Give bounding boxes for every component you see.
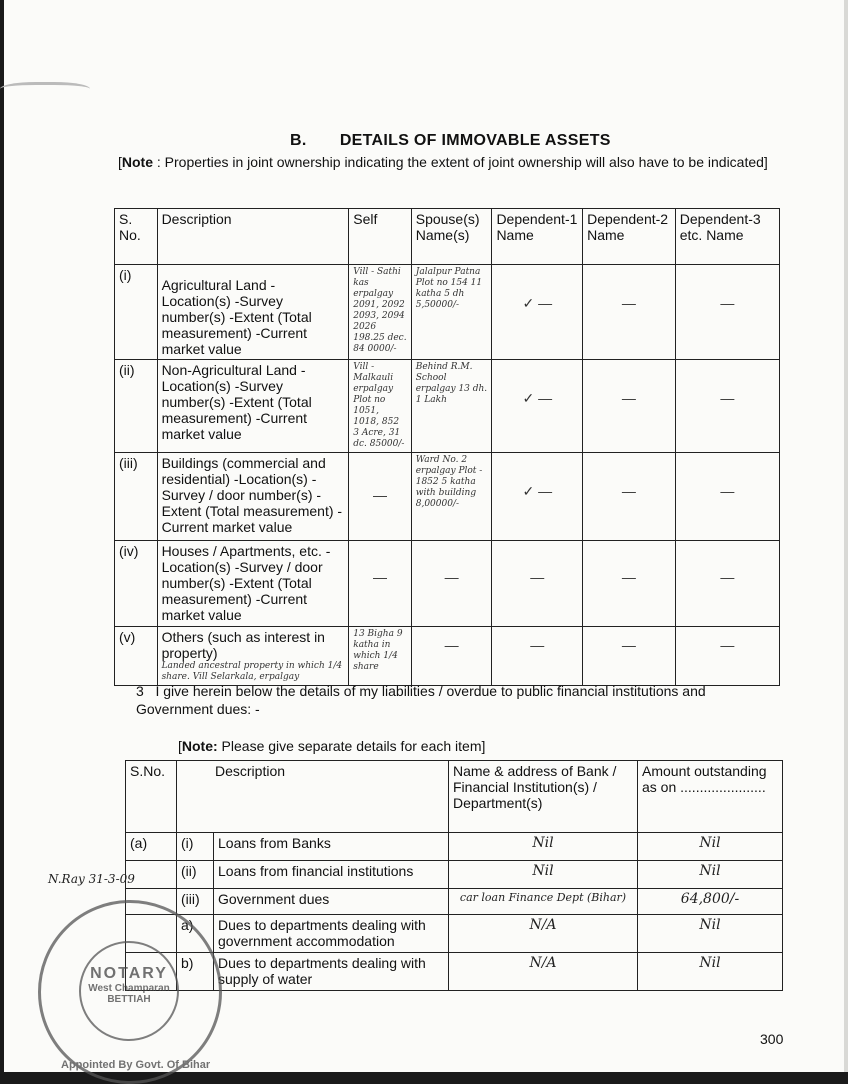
row-description: Houses / Apartments, etc. -Location(s) -Survey / door number(s) -Extent (Total measurement) -Current market value	[157, 541, 349, 627]
row-sub: (ii)	[177, 861, 214, 889]
row-bank: N/A	[449, 953, 638, 991]
table-row	[115, 360, 780, 453]
row-dependent-2: —	[583, 541, 676, 627]
row-amount: Nil	[638, 861, 783, 889]
row-self-value: —	[349, 541, 412, 627]
row-description: Loans from Banks	[214, 833, 449, 861]
row-bank: Nil	[449, 833, 638, 861]
table-row	[115, 541, 780, 627]
row-sno: (ii)	[115, 360, 158, 453]
notary-stamp-inner	[79, 941, 179, 1041]
row-bank: N/A	[449, 915, 638, 953]
header-bank: Name & address of Bank / Financial Institution(s) / Department(s)	[449, 761, 638, 833]
row-description: Others (such as interest in property)	[161, 629, 325, 661]
table-row	[126, 953, 783, 991]
row-description: Non-Agricultural Land - Location(s) -Survey number(s) -Extent (Total measurement) -Current market value	[157, 360, 349, 453]
row-description: Government dues	[214, 889, 449, 915]
row-sub: (iii)	[177, 889, 214, 915]
row-sub: a)	[177, 915, 214, 953]
row-dependent-3: —	[675, 453, 779, 541]
row-self-value: Vill - Sathi kas erpalgay 2091, 2092 2093, 2094 2026 198.25 dec. 84 0000/-	[349, 265, 412, 360]
row-dependent-2: —	[583, 265, 676, 360]
row-self-value: Vill - Malkauli erpalgay Plot no 1051, 1018, 852 3 Acre, 31 dc. 85000/-	[349, 360, 412, 453]
section-heading	[290, 132, 611, 150]
row-description-handwritten: Landed ancestral property in which 1/4 share. Vill Selarkala, erpalgay	[161, 661, 343, 682]
row-spouse-value: —	[411, 541, 492, 627]
row-description-cell	[157, 627, 349, 686]
item-text: I give herein below the details of my liabilities / overdue to public financial institutions and Government dues: -	[136, 683, 706, 717]
header-sno: S. No.	[115, 209, 158, 265]
row-dependent-1: —	[492, 541, 583, 627]
table-row	[126, 833, 783, 861]
row-description: Agricultural Land - Location(s) -Survey number(s) -Extent (Total measurement) -Current market value	[157, 265, 349, 360]
table-header-row	[126, 761, 783, 833]
row-dependent-1: —	[492, 627, 583, 686]
row-bank: Nil	[449, 861, 638, 889]
table-row	[126, 889, 783, 915]
row-dependent-1: ✓ —	[492, 453, 583, 541]
note-text: : Properties in joint ownership indicating the extent of joint ownership will also have to be indicated]	[153, 154, 768, 170]
row-description: Dues to departments dealing with government accommodation	[214, 915, 449, 953]
row-sno: (iv)	[115, 541, 158, 627]
row-bank: car loan Finance Dept (Bihar)	[449, 889, 638, 915]
table-row	[126, 915, 783, 953]
row-sno: (i)	[115, 265, 158, 360]
row-dependent-3: —	[675, 360, 779, 453]
header-spouse: Spouse(s) Name(s)	[411, 209, 492, 265]
stamp-line-1: West Champaran	[88, 983, 170, 994]
row-amount: Nil	[638, 915, 783, 953]
row-amount: Nil	[638, 833, 783, 861]
binding-string	[0, 82, 90, 99]
table-row	[115, 627, 780, 686]
liabilities-intro	[136, 682, 756, 718]
row-spouse-value: Behind R.M. School erpalgay 13 dh. 1 Lakh	[411, 360, 492, 453]
row-description: Loans from financial institutions	[214, 861, 449, 889]
note-label: Note	[121, 154, 154, 170]
row-dependent-1: ✓ —	[492, 265, 583, 360]
row-dependent-3: —	[675, 265, 779, 360]
row-sno: (v)	[115, 627, 158, 686]
header-description: Description	[157, 209, 349, 265]
header-amount: Amount outstanding as on ......................	[638, 761, 783, 833]
section-letter: B.	[290, 132, 307, 149]
row-dependent-2: —	[583, 627, 676, 686]
section-title: DETAILS OF IMMOVABLE ASSETS	[339, 132, 611, 149]
separate-details-note: [Note: Please give separate details for each item]	[178, 738, 486, 754]
row-dependent-3: —	[675, 627, 779, 686]
note2-label: Note:	[181, 738, 218, 754]
notary-signature: N.Ray 31-3-09	[48, 872, 135, 886]
stamp-title: NOTARY	[90, 965, 168, 982]
row-description: Buildings (commercial and residential) -Location(s) -Survey / door number(s) -Extent (Total measurement) -Current market value	[157, 453, 349, 541]
row-amount: 64,800/-	[638, 889, 783, 915]
header-self: Self	[349, 209, 412, 265]
header-description: Description	[177, 761, 449, 833]
note2-text: Please give separate details for each item]	[217, 738, 486, 754]
row-self-value: —	[349, 453, 412, 541]
stamp-line-2: BETTIAH	[107, 994, 151, 1005]
item-number: 3	[136, 683, 144, 699]
row-sub: b)	[177, 953, 214, 991]
immovable-assets-table	[114, 208, 780, 686]
row-amount: Nil	[638, 953, 783, 991]
header-sno: S.No.	[126, 761, 177, 833]
row-dependent-2: —	[583, 360, 676, 453]
row-dependent-1: ✓ —	[492, 360, 583, 453]
row-spouse-value: Jalalpur Patna Plot no 154 11 katha 5 dh 5,50000/-	[411, 265, 492, 360]
row-sno: (a)	[126, 833, 177, 861]
row-sno: (iii)	[115, 453, 158, 541]
notary-stamp	[38, 900, 222, 1084]
row-description: Dues to departments dealing with supply of water	[214, 953, 449, 991]
row-dependent-2: —	[583, 453, 676, 541]
row-dependent-3: —	[675, 541, 779, 627]
row-spouse-value: Ward No. 2 erpalgay Plot - 1852 5 katha with building 8,00000/-	[411, 453, 492, 541]
stamp-outer-text: Appointed By Govt. Of Bihar	[61, 1059, 211, 1071]
table-row	[115, 453, 780, 541]
header-dependent-3: Dependent-3 etc. Name	[675, 209, 779, 265]
row-self-value: 13 Bigha 9 katha in which 1/4 share	[349, 627, 412, 686]
header-dependent-1: Dependent-1 Name	[492, 209, 583, 265]
table-header-row	[115, 209, 780, 265]
joint-ownership-note: [Note : Properties in joint ownership indicating the extent of joint ownership will also have to be indicated]	[118, 154, 768, 170]
page-number: 300	[760, 1031, 784, 1047]
header-dependent-2: Dependent-2 Name	[583, 209, 676, 265]
row-spouse-value: —	[411, 627, 492, 686]
liabilities-table	[125, 760, 783, 991]
row-sub: (i)	[177, 833, 214, 861]
table-row	[126, 861, 783, 889]
table-row	[115, 265, 780, 360]
